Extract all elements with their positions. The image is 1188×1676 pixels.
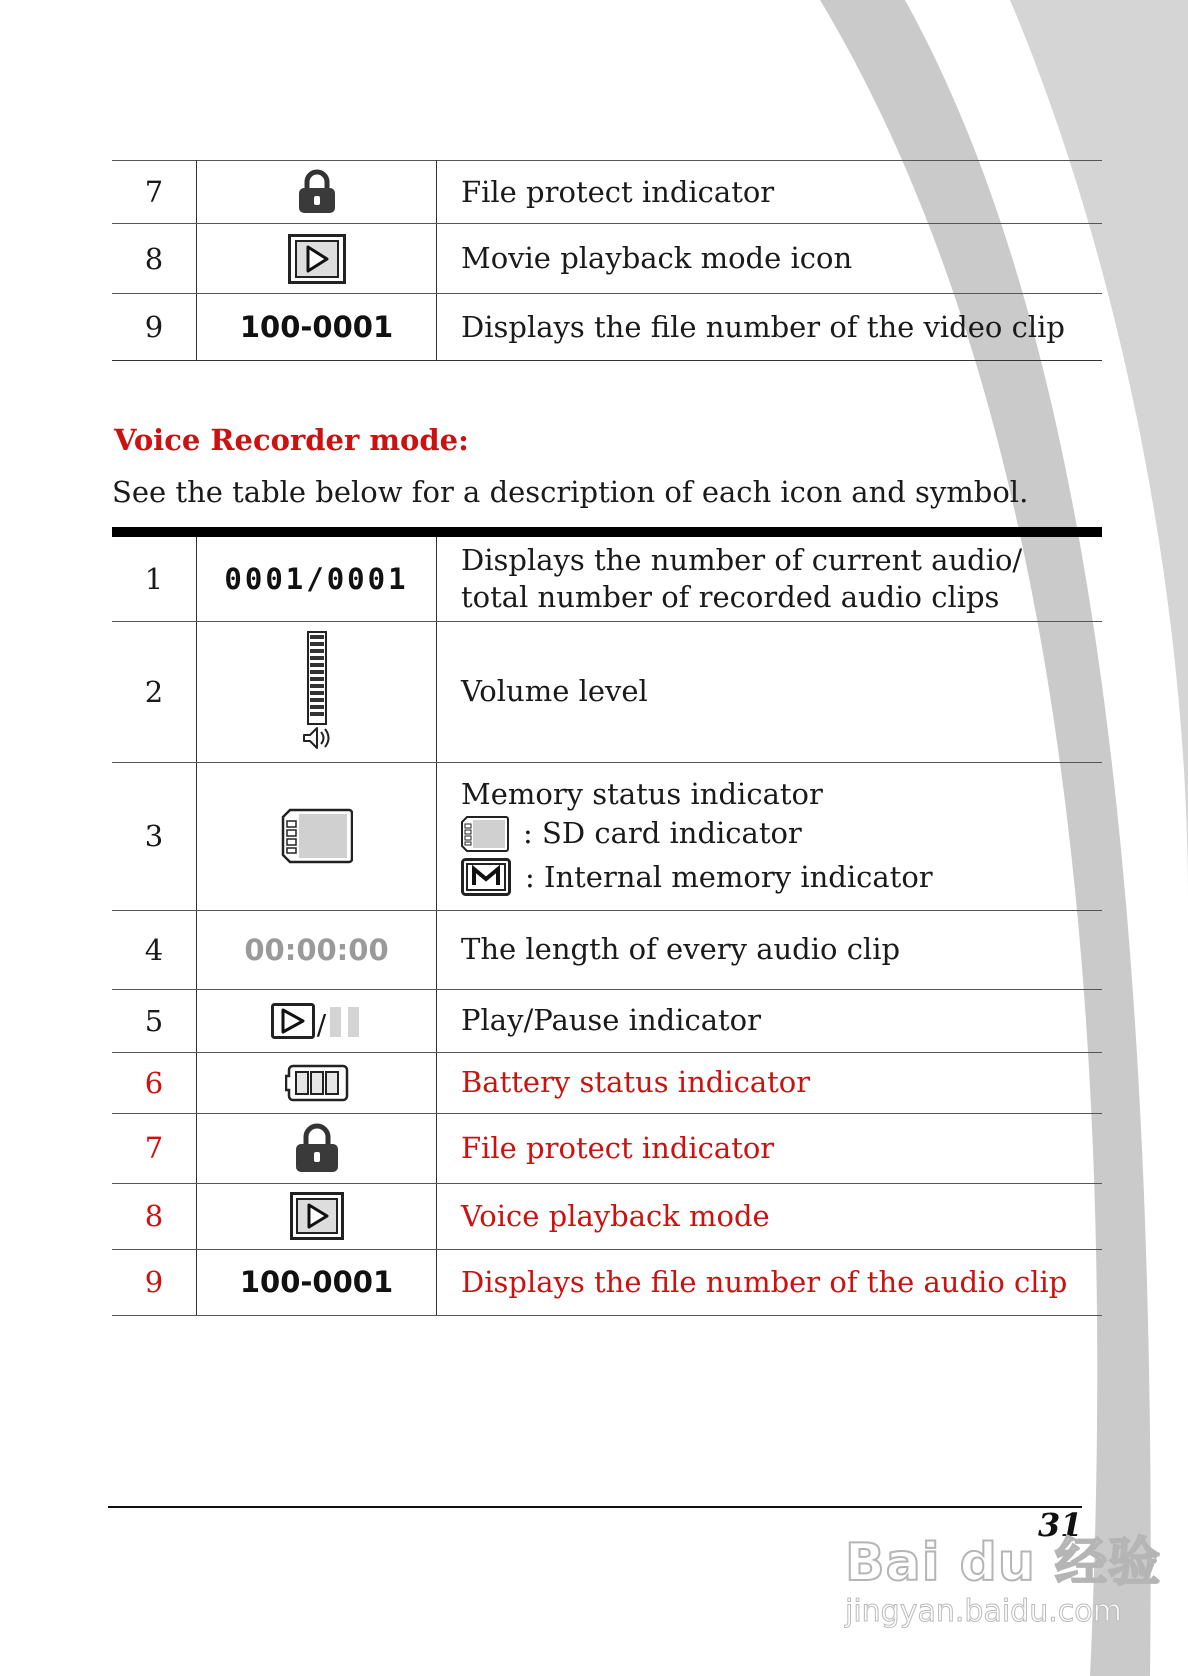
table-row [112, 224, 1102, 294]
watermark-url: jingyan.baidu.com [845, 1594, 1122, 1629]
row-description: Play/Pause indicator [437, 989, 1103, 1052]
play-mode-icon [288, 234, 346, 284]
table-row [112, 1052, 1102, 1113]
pause-icon [328, 1005, 362, 1039]
row-number: 4 [112, 910, 197, 989]
page-number: 31 [1038, 1506, 1083, 1544]
row-description: Displays the number of current audio/ [461, 542, 1023, 577]
sd-card-icon [281, 808, 353, 864]
voice-recorder-table [112, 527, 1102, 1316]
row-number: 3 [112, 762, 197, 910]
row-description: The length of every audio clip [437, 910, 1103, 989]
table-row [112, 1113, 1102, 1183]
file-number-display: 100-0001 [197, 294, 437, 361]
file-number-display: 100-0001 [197, 1249, 437, 1315]
row-description: Battery status indicator [437, 1052, 1103, 1113]
table-row [112, 989, 1102, 1052]
row-number: 5 [112, 989, 197, 1052]
row-number: 7 [112, 161, 197, 224]
play-icon [271, 1003, 315, 1039]
row-description: Displays the file number of the video clip [437, 294, 1103, 361]
row-number: 8 [112, 224, 197, 294]
internal-memory-label: : Internal memory indicator [525, 859, 933, 894]
row-number: 9 [112, 1249, 197, 1315]
row-number: 1 [112, 532, 197, 621]
volume-bar-icon [300, 631, 334, 753]
clip-length-display: 00:00:00 [197, 910, 437, 989]
watermark-logo: Bai du 经验 [845, 1533, 1161, 1593]
row-description: File protect indicator [437, 161, 1103, 224]
row-description: Displays the file number of the audio clip [437, 1249, 1103, 1315]
play-mode-icon [290, 1192, 344, 1240]
lock-icon [297, 169, 337, 215]
row-description: Volume level [437, 621, 1103, 762]
row-number: 7 [112, 1113, 197, 1183]
row-description: Movie playback mode icon [437, 224, 1103, 294]
footer-rule [108, 1506, 1082, 1508]
table-row [112, 910, 1102, 989]
row-number: 8 [112, 1183, 197, 1249]
row-description: Voice playback mode [437, 1183, 1103, 1249]
sd-card-label: : SD card indicator [523, 816, 802, 850]
row-number: 6 [112, 1052, 197, 1113]
table-row [112, 1183, 1102, 1249]
battery-icon [285, 1064, 349, 1102]
table-row [112, 621, 1102, 762]
play-pause-separator: / [316, 1008, 327, 1041]
table-row [112, 1249, 1102, 1315]
section-subtitle: See the table below for a description of each icon and symbol. [112, 475, 1029, 509]
row-number: 9 [112, 294, 197, 361]
sd-card-small-icon [461, 816, 509, 852]
clip-counter-display: 0001/0001 [197, 532, 437, 621]
table-row [112, 762, 1102, 910]
row-description: File protect indicator [437, 1113, 1103, 1183]
table-row [112, 532, 1102, 621]
internal-memory-icon [461, 858, 511, 896]
lock-icon [294, 1122, 340, 1174]
section-title: Voice Recorder mode: [114, 423, 469, 457]
table-row [112, 161, 1102, 224]
movie-mode-table [112, 160, 1102, 361]
table-row [112, 294, 1102, 361]
row-number: 2 [112, 621, 197, 762]
row-description: total number of recorded audio clips [461, 579, 1000, 614]
row-description: Memory status indicator [461, 777, 823, 811]
